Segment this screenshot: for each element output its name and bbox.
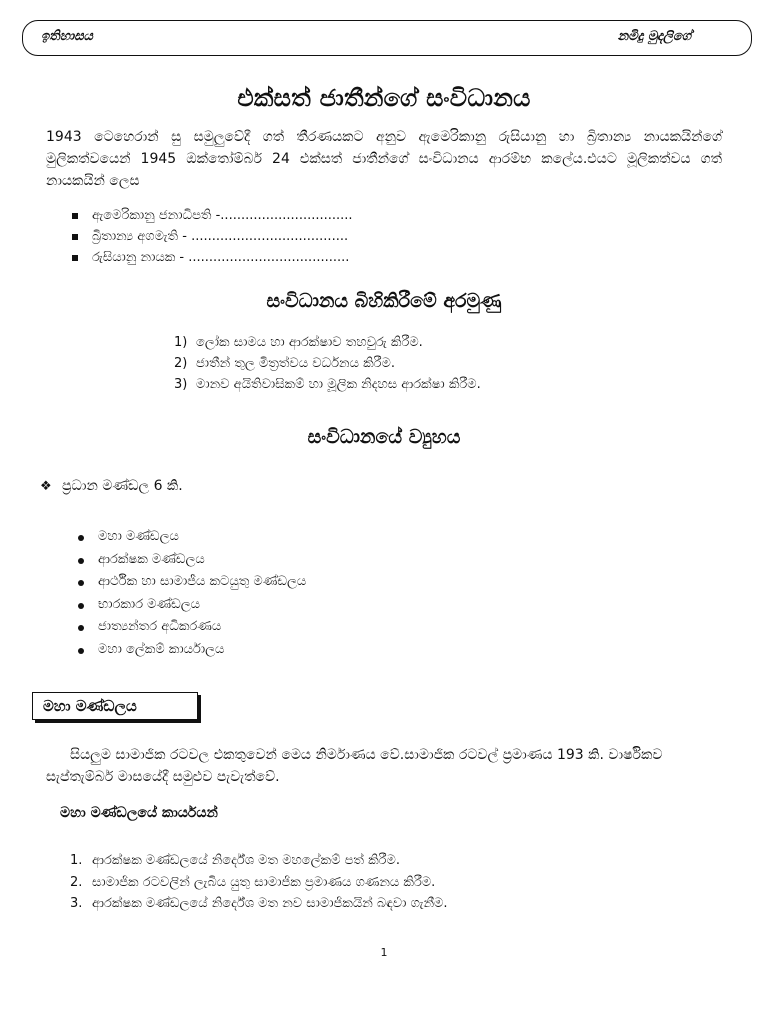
item-number: 3) xyxy=(174,377,188,392)
intro-paragraph: 1943 ටෙහෙරාන් සු සමුලුවේදී ගත් තීරණයකට අනුව ඇමෙරිකානු රුසියානු හා බ්‍රිතාන්‍ය නායකයින්ගේ මුලිකත්වයෙන් 1945 ඔක්තෝම්බර් 24 එක්සත් ජාතීන්ගේ සංවිධානය ආරම්භ කලේය.එයට මූලිකත්වය ගත් නායකයින් ලෙස xyxy=(46,129,722,189)
council-label: ආරක්ෂක මණ්ඩලය xyxy=(98,551,205,567)
list-item xyxy=(76,616,306,639)
list-item xyxy=(76,549,306,572)
structure-heading: සංවිධානයේ ව්‍යුහය xyxy=(307,426,461,448)
page-title: එක්සත් ජාතීන්ගේ සංවිධානය xyxy=(237,84,531,112)
square-bullet-icon xyxy=(72,234,78,240)
diamond-bullet-icon: ❖ xyxy=(40,479,52,494)
bullet-icon xyxy=(78,648,84,654)
section-paragraph: සියලුම සාමාජික රටවල එකතුවෙන් මෙය නිර්මාණය වේ.සාමාජික රටවල් ප්‍රමාණය 193 කි. වාර්ෂිකව සැප්තැම්බර් මාසයේදී සමුළුව පැවැත්වේ. xyxy=(46,747,663,785)
list-item xyxy=(76,639,306,662)
section-title-box xyxy=(32,692,198,720)
councils-list xyxy=(76,526,306,662)
item-text: මානව අයිතිවාසිකම් හා මූලික නිදහස ආරක්ෂා කිරීම. xyxy=(196,377,481,392)
header-subject: ඉතිහාසය xyxy=(41,29,93,44)
list-item xyxy=(76,571,306,594)
page-header xyxy=(22,20,752,56)
leader-label: ඇමෙරිකානු ජනාධිපති -................................ xyxy=(92,208,353,223)
item-text: ලෝක සාමය හා ආරක්ෂාව තහවුරු කිරීම. xyxy=(196,335,423,350)
main-councils-text: ප්‍රධාන මණ්ඩල 6 කි. xyxy=(62,478,183,494)
item-number: 1. xyxy=(70,853,83,868)
list-item xyxy=(72,226,353,247)
item-number: 2) xyxy=(174,356,188,371)
bullet-icon xyxy=(78,625,84,631)
item-number: 3. xyxy=(70,896,83,911)
item-number: 2. xyxy=(70,874,83,890)
item-text: ආරක්ෂක මණ්ඩලයේ නිර්දේශ මත නව සාමාජිකයින් බඳවා ගැනීම. xyxy=(92,896,448,911)
header-author: නමිදු මුදලිගේ xyxy=(617,29,691,44)
item-text: ආරක්ෂක මණ්ඩලයේ නිර්දේශ මත මහලේකම් පත් කිරීම. xyxy=(92,853,400,868)
page-number: 1 xyxy=(380,946,388,959)
list-item xyxy=(70,850,448,872)
square-bullet-icon xyxy=(72,255,78,261)
duties-list xyxy=(70,850,448,915)
list-item xyxy=(174,353,481,374)
bullet-icon xyxy=(78,558,84,564)
leaders-list xyxy=(72,205,353,268)
list-item xyxy=(70,872,448,894)
bullet-icon xyxy=(78,603,84,609)
list-item xyxy=(72,205,353,226)
square-bullet-icon xyxy=(72,213,78,219)
list-item xyxy=(76,526,306,549)
item-text: ජාතීන් තුල මිත්‍රත්වය වර්ධනය කිරීම. xyxy=(196,356,395,371)
list-item xyxy=(174,374,481,395)
council-label: ආර්ථික හා සාමාජීය කටයුතු මණ්ඩලය xyxy=(98,574,307,590)
aims-heading: සංවිධානය බිහිකිරීමේ අරමුණු xyxy=(266,290,502,312)
list-item xyxy=(72,247,353,268)
item-text: සාමාජික රටවලින් ලැබිය යුතු සාමාජික ප්‍රමාණය ගණනය කිරීම. xyxy=(92,874,436,890)
list-item xyxy=(70,893,448,915)
bullet-icon xyxy=(78,535,84,541)
list-item xyxy=(174,332,481,353)
item-number: 1) xyxy=(174,335,188,350)
main-councils-line xyxy=(40,478,183,494)
council-label: භාරකාර මණ්ඩලය xyxy=(98,596,201,612)
list-item xyxy=(76,594,306,617)
aims-list xyxy=(174,332,481,395)
council-label: මහා මණ්ඩලය xyxy=(98,529,179,544)
leader-label: රුසියානු නායක - ....................................... xyxy=(92,250,350,265)
duties-heading: මහා මණ්ඩලයේ කාර්යයන් xyxy=(60,805,218,821)
council-label: මහා ලේකම් කාර්යාලය xyxy=(98,641,225,657)
leader-label: බ්‍රිතාන්‍ය අගමැති - ...................................... xyxy=(92,229,349,244)
council-label: ජාත්‍යන්තර අධිකරණය xyxy=(98,619,222,635)
bullet-icon xyxy=(78,580,84,586)
section-title: මහා මණ්ඩලය xyxy=(43,697,137,715)
